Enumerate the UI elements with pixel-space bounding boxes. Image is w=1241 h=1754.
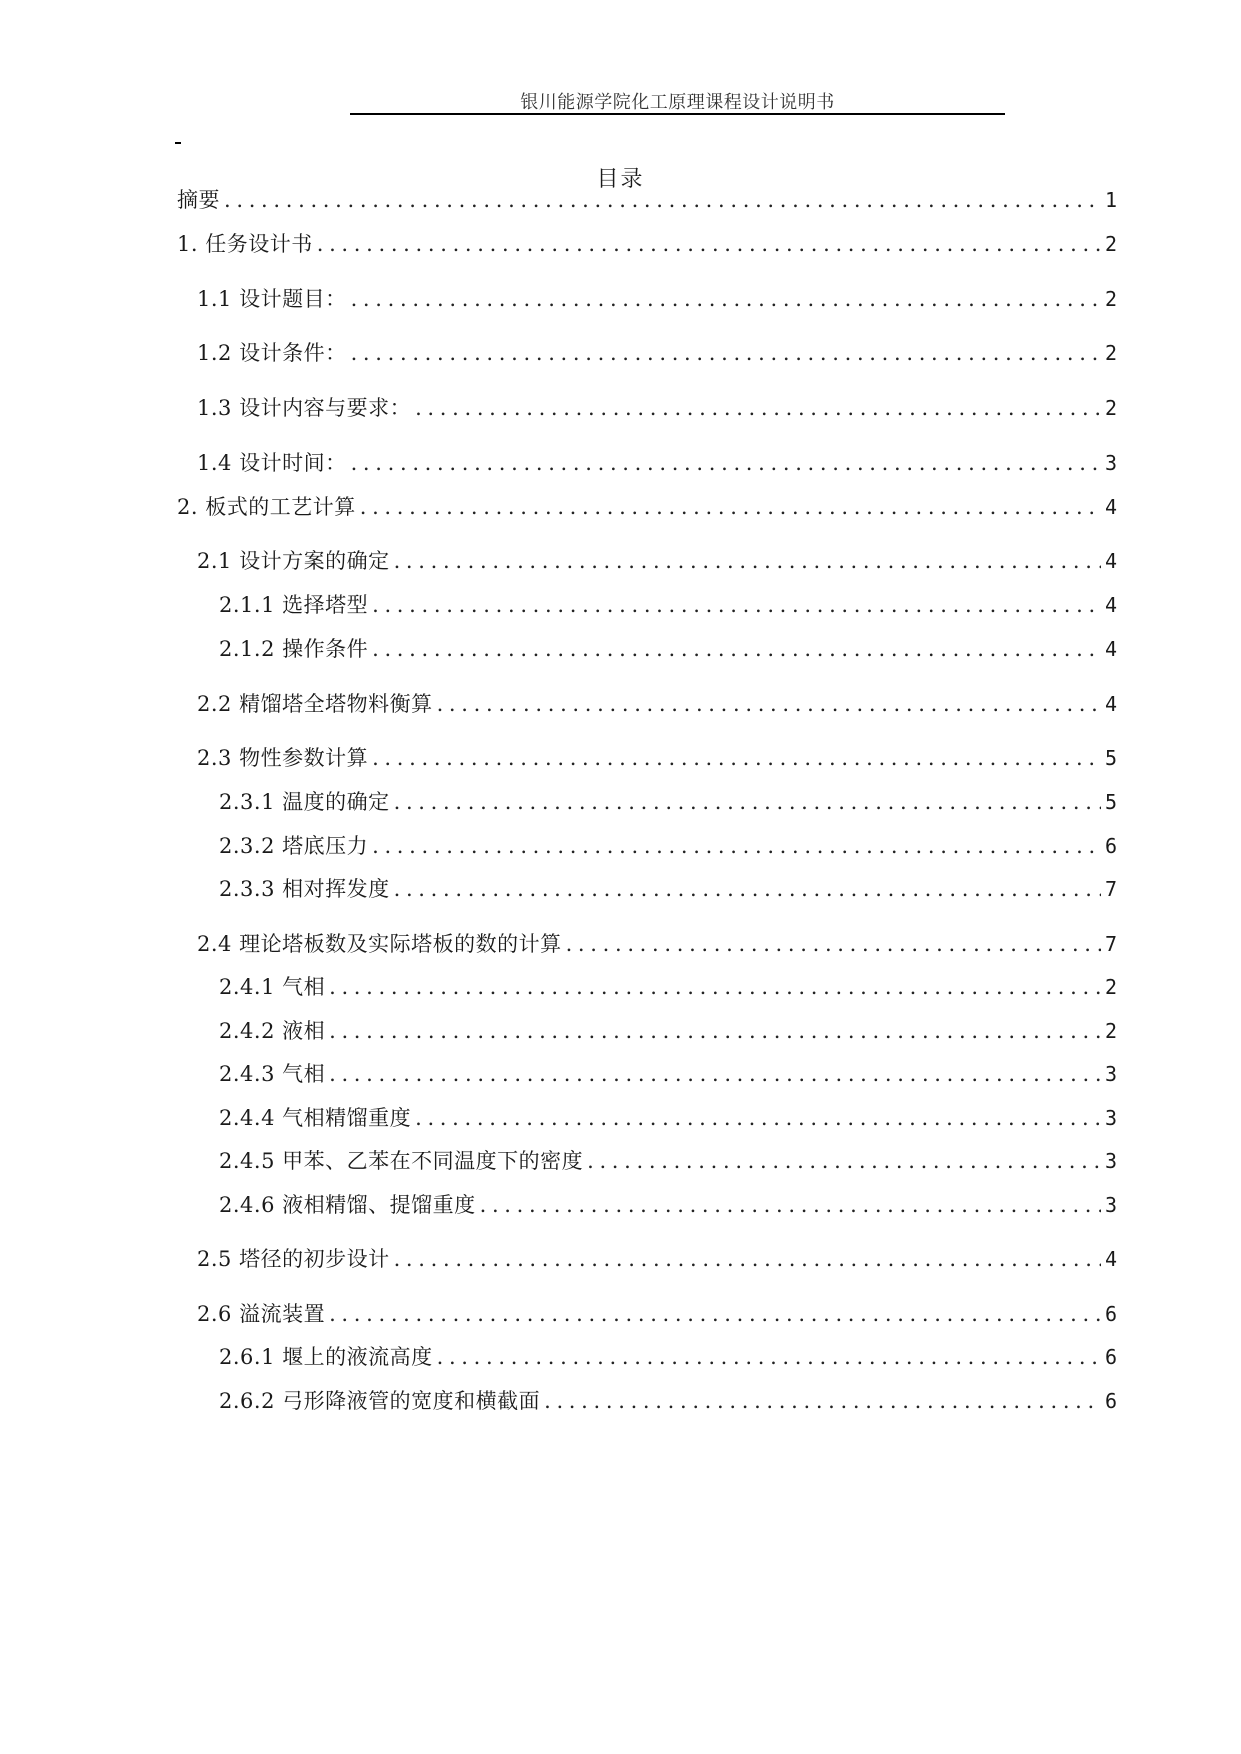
toc-leader-dots xyxy=(329,1059,1101,1089)
toc-entry-2-6-1[interactable] xyxy=(219,1342,1117,1372)
toc-entry-2-6[interactable] xyxy=(197,1299,1117,1329)
toc-leader-dots xyxy=(437,689,1101,719)
toc-entry-2[interactable] xyxy=(177,492,1117,522)
toc-leader-dots xyxy=(372,634,1101,664)
toc-entry-2-1-2[interactable] xyxy=(219,634,1117,664)
toc-entry-label: 2.3.2 塔底压力 xyxy=(219,834,369,858)
toc-entry-label: 2.4.6 液相精馏、提馏重度 xyxy=(219,1193,476,1217)
toc-entry-page: 4 xyxy=(1104,1247,1117,1271)
toc-entry-label: 2.4.3 气相 xyxy=(219,1062,326,1086)
page-header-title: 银川能源学院化工原理课程设计说明书 xyxy=(520,92,835,113)
toc-entry-label: 2.4 理论塔板数及实际塔板的数的计算 xyxy=(197,932,562,956)
toc-entry-label: 1.2 设计条件： xyxy=(197,341,347,365)
toc-entry-page: 4 xyxy=(1104,637,1117,661)
toc-entry-label: 2.1.1 选择塔型 xyxy=(219,593,369,617)
toc-leader-dots xyxy=(372,831,1101,861)
toc-entry-page: 1 xyxy=(1104,188,1117,212)
toc-entry-label: 2.4.1 气相 xyxy=(219,975,326,999)
toc-entry-page: 7 xyxy=(1104,932,1117,956)
toc-entry-label: 2.3.1 温度的确定 xyxy=(219,790,390,814)
toc-leader-dots xyxy=(329,972,1101,1002)
toc-entry-page: 6 xyxy=(1104,834,1117,858)
toc-entry-label: 2.1.2 操作条件 xyxy=(219,637,369,661)
toc-leader-dots xyxy=(360,492,1101,522)
toc-entry-label: 2.6 溢流装置 xyxy=(197,1302,326,1326)
toc-entry-2-1-1[interactable] xyxy=(219,590,1117,620)
toc-title: 目录 xyxy=(596,167,645,192)
toc-entry-2-3-3[interactable] xyxy=(219,874,1117,904)
toc-entry-2-3-1[interactable] xyxy=(219,787,1117,817)
toc-entry-page: 6 xyxy=(1104,1389,1117,1413)
toc-entry-page: 7 xyxy=(1104,877,1117,901)
toc-entry-1-2[interactable] xyxy=(197,338,1117,368)
toc-leader-dots xyxy=(394,546,1101,576)
toc-leader-dots xyxy=(329,1299,1101,1329)
toc-leader-dots xyxy=(372,590,1101,620)
toc-entry-label: 2.1 设计方案的确定 xyxy=(197,549,390,573)
toc-entry-label: 2.6.2 弓形降液管的宽度和横截面 xyxy=(219,1389,541,1413)
toc-entry-page: 3 xyxy=(1104,1106,1117,1130)
toc-entry-page: 6 xyxy=(1104,1302,1117,1326)
toc-entry-2-3-2[interactable] xyxy=(219,831,1117,861)
toc-entry-label: 1.1 设计题目： xyxy=(197,287,347,311)
toc-entry-label: 2.2 精馏塔全塔物料衡算 xyxy=(197,692,433,716)
header-rule xyxy=(350,113,1005,115)
toc-entry-page: 2 xyxy=(1104,975,1117,999)
toc-entry-page: 6 xyxy=(1104,1345,1117,1369)
toc-entry-page: 2 xyxy=(1104,287,1117,311)
toc-entry-2-2[interactable] xyxy=(197,689,1117,719)
toc-entry-page: 3 xyxy=(1104,1062,1117,1086)
toc-leader-dots xyxy=(587,1146,1101,1176)
toc-entry-2-4-6[interactable] xyxy=(219,1190,1117,1220)
toc-entry-2-4-3[interactable] xyxy=(219,1059,1117,1089)
toc-entry-page: 2 xyxy=(1104,396,1117,420)
toc-entry-page: 4 xyxy=(1104,549,1117,573)
toc-entry-page: 5 xyxy=(1104,790,1117,814)
toc-entry-page: 4 xyxy=(1104,593,1117,617)
toc-leader-dots xyxy=(351,284,1101,314)
toc-entry-abstract[interactable] xyxy=(177,185,1117,215)
toc-entry-page: 2 xyxy=(1104,232,1117,256)
toc-entry-2-4[interactable] xyxy=(197,929,1117,959)
toc-leader-dots xyxy=(372,743,1101,773)
toc-entry-1[interactable] xyxy=(177,229,1117,259)
toc-entry-1-4[interactable] xyxy=(197,448,1117,478)
toc-entry-label: 1. 任务设计书 xyxy=(177,232,313,256)
toc-entry-page: 3 xyxy=(1104,1149,1117,1173)
toc-leader-dots xyxy=(544,1386,1101,1416)
toc-entry-page: 2 xyxy=(1104,341,1117,365)
toc-entry-2-5[interactable] xyxy=(197,1244,1117,1274)
toc-entry-2-4-1[interactable] xyxy=(219,972,1117,1002)
toc-entry-1-1[interactable] xyxy=(197,284,1117,314)
toc-leader-dots xyxy=(329,1016,1101,1046)
toc-entry-2-6-2[interactable] xyxy=(219,1386,1117,1416)
toc-entry-1-3[interactable] xyxy=(197,393,1117,423)
toc-entry-label: 2.3.3 相对挥发度 xyxy=(219,877,390,901)
toc-entry-page: 5 xyxy=(1104,746,1117,770)
toc-leader-dots xyxy=(224,185,1101,215)
toc-leader-dots xyxy=(351,448,1101,478)
toc-entry-label: 2.3 物性参数计算 xyxy=(197,746,369,770)
toc-leader-dots xyxy=(415,1103,1101,1133)
toc-entry-label: 摘要 xyxy=(177,188,220,212)
toc-entry-label: 2. 板式的工艺计算 xyxy=(177,495,356,519)
toc-leader-dots xyxy=(394,874,1101,904)
toc-entry-page: 3 xyxy=(1104,1193,1117,1217)
toc-leader-dots xyxy=(394,787,1101,817)
toc-entry-label: 2.4.5 甲苯、乙苯在不同温度下的密度 xyxy=(219,1149,584,1173)
toc-leader-dots xyxy=(394,1244,1101,1274)
toc-entry-label: 1.3 设计内容与要求： xyxy=(197,396,412,420)
toc-entry-2-4-5[interactable] xyxy=(219,1146,1117,1176)
toc-entry-2-4-2[interactable] xyxy=(219,1016,1117,1046)
toc-leader-dots xyxy=(437,1342,1101,1372)
toc-entry-label: 2.4.4 气相精馏重度 xyxy=(219,1106,412,1130)
toc-entry-page: 3 xyxy=(1104,451,1117,475)
toc-entry-page: 4 xyxy=(1104,495,1117,519)
toc-leader-dots xyxy=(415,393,1101,423)
toc-entry-label: 1.4 设计时间： xyxy=(197,451,347,475)
dash-mark xyxy=(175,142,181,144)
toc-entry-label: 2.6.1 堰上的液流高度 xyxy=(219,1345,433,1369)
toc-entry-2-4-4[interactable] xyxy=(219,1103,1117,1133)
toc-entry-label: 2.4.2 液相 xyxy=(219,1019,326,1043)
toc-entry-2-1[interactable] xyxy=(197,546,1117,576)
toc-entry-page: 2 xyxy=(1104,1019,1117,1043)
toc-leader-dots xyxy=(566,929,1101,959)
toc-entry-page: 4 xyxy=(1104,692,1117,716)
toc-leader-dots xyxy=(317,229,1101,259)
toc-entry-label: 2.5 塔径的初步设计 xyxy=(197,1247,390,1271)
toc-leader-dots xyxy=(480,1190,1101,1220)
toc-leader-dots xyxy=(351,338,1101,368)
toc-entry-2-3[interactable] xyxy=(197,743,1117,773)
